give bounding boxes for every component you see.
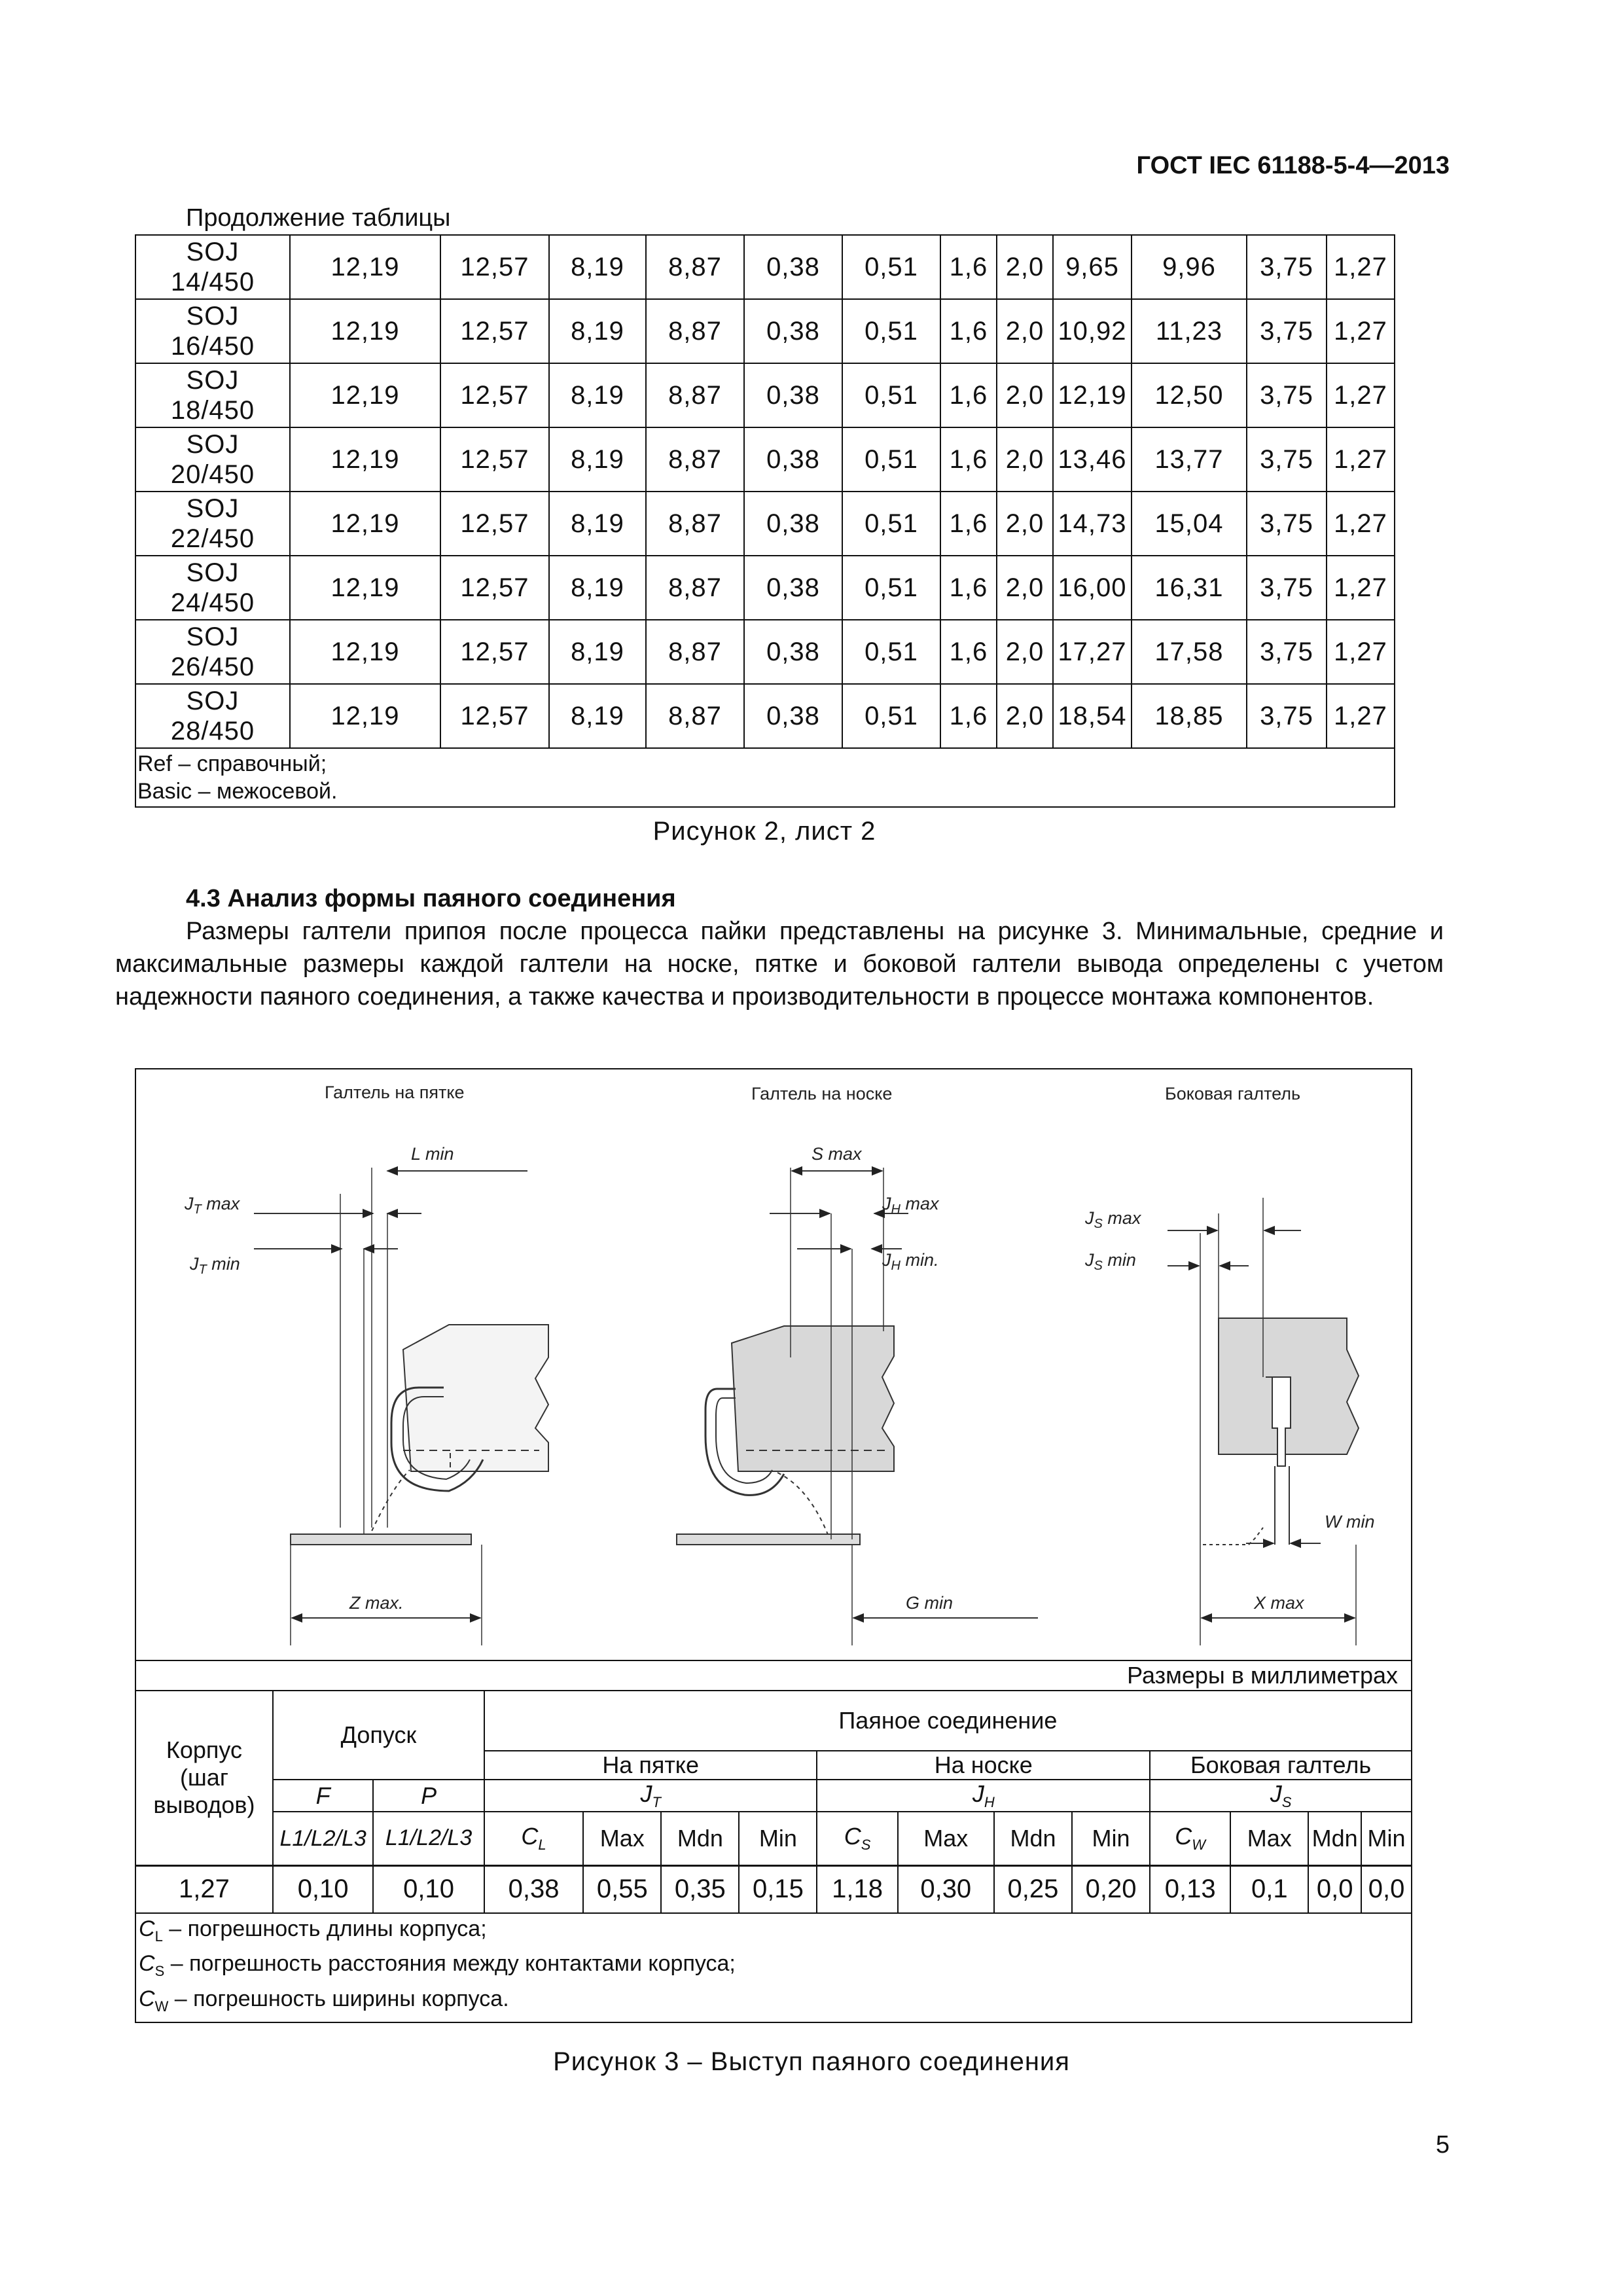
table-cell: 0,25 xyxy=(994,1865,1072,1913)
label-js-min: $J_S$ min xyxy=(1085,1250,1136,1273)
table-cell: 0,38 xyxy=(744,620,842,684)
table-cell: 12,57 xyxy=(440,684,549,748)
table-cell: 2,0 xyxy=(997,299,1053,363)
label-jh-min: $J_H$ min. xyxy=(882,1250,939,1273)
table-cell: 8,19 xyxy=(549,363,646,427)
note-ref: Ref – справочный; xyxy=(137,751,327,776)
table-cell: 12,19 xyxy=(290,620,440,684)
table-cell: 2,0 xyxy=(997,363,1053,427)
table-cell: 18,85 xyxy=(1132,684,1247,748)
figure-2-caption: Рисунок 2, лист 2 xyxy=(652,817,876,846)
table-cell: 2,0 xyxy=(997,427,1053,492)
table-cell: 1,6 xyxy=(940,235,997,299)
package-name-cell: SOJ 28/450 xyxy=(135,684,290,748)
note-basic: Basic – межосевой. xyxy=(137,779,338,804)
solder-joint-table xyxy=(135,1660,1412,2023)
table-cell: 0,51 xyxy=(842,492,940,556)
table-cell: 10,92 xyxy=(1053,299,1132,363)
header-f-sub: L1/L2/L3 xyxy=(273,1812,373,1865)
package-name-cell: SOJ 26/450 xyxy=(135,620,290,684)
page-number: 5 xyxy=(1435,2131,1450,2159)
table-cell: 12,19 xyxy=(1053,363,1132,427)
table-cell: 0,13 xyxy=(1150,1865,1230,1913)
document-header: ГОСТ IEC 61188-5-4—2013 xyxy=(1136,152,1450,179)
table-cell: 8,87 xyxy=(646,620,744,684)
table-cell: 8,87 xyxy=(646,235,744,299)
table-cell: 8,19 xyxy=(549,556,646,620)
label-jh-max: $J_H$ max xyxy=(882,1194,939,1217)
table-cell: 3,75 xyxy=(1247,427,1327,492)
table-cell: 3,75 xyxy=(1247,620,1327,684)
label-jt-min: $J_T$ min xyxy=(190,1254,240,1277)
table-cell: 1,27 xyxy=(1327,427,1395,492)
table-cell: 2,0 xyxy=(997,684,1053,748)
header-p-sub: L1/L2/L3 xyxy=(373,1812,484,1865)
table-continuation-label: Продолжение таблицы xyxy=(186,204,451,232)
table-cell: 0,51 xyxy=(842,235,940,299)
table-cell: 17,58 xyxy=(1132,620,1247,684)
header-tolerance: Допуск xyxy=(273,1691,484,1780)
table-cell: 2,0 xyxy=(997,235,1053,299)
table-cell: 0,35 xyxy=(661,1865,739,1913)
label-jt-max: $J_T$ max xyxy=(185,1194,240,1217)
table-cell: 1,27 xyxy=(1327,363,1395,427)
table-cell: 0,51 xyxy=(842,684,940,748)
table-note xyxy=(135,748,1395,807)
header-heel-mdn: Mdn xyxy=(661,1812,739,1865)
package-dimensions-table xyxy=(135,234,1395,808)
table-cell: 11,23 xyxy=(1132,299,1247,363)
side-fillet-title: Боковая галтель xyxy=(1165,1084,1301,1103)
note-cw: $C_W$ – погрешность ширины корпуса. xyxy=(139,1986,509,2015)
header-toe: На носке xyxy=(817,1751,1150,1780)
table-cell: 14,73 xyxy=(1053,492,1132,556)
table-cell: 1,6 xyxy=(940,492,997,556)
table-cell: 12,50 xyxy=(1132,363,1247,427)
table-cell: 1,6 xyxy=(940,684,997,748)
table-cell: 1,6 xyxy=(940,363,997,427)
package-name-cell: SOJ 24/450 xyxy=(135,556,290,620)
table-cell: 1,27 xyxy=(135,1865,273,1913)
table-cell: 12,19 xyxy=(290,299,440,363)
figure-3-caption: Рисунок 3 – Выступ паяного соединения xyxy=(553,2047,1070,2076)
table-cell: 0,38 xyxy=(744,556,842,620)
label-js-max: $J_S$ max xyxy=(1085,1208,1141,1231)
table-cell: 0,38 xyxy=(744,235,842,299)
header-cl: $C_L$ xyxy=(484,1812,583,1865)
table-cell: 0,1 xyxy=(1230,1865,1308,1913)
header-toe-max: Max xyxy=(898,1812,994,1865)
header-heel-min: Min xyxy=(739,1812,817,1865)
table-cell: 8,87 xyxy=(646,427,744,492)
table-cell: 17,27 xyxy=(1053,620,1132,684)
header-side: Боковая галтель xyxy=(1150,1751,1412,1780)
table-cell: 12,19 xyxy=(290,235,440,299)
table-cell: 12,19 xyxy=(290,363,440,427)
table-row xyxy=(135,1865,1412,1913)
table-cell: 12,57 xyxy=(440,363,549,427)
table-cell: 12,57 xyxy=(440,299,549,363)
table-cell: 8,87 xyxy=(646,299,744,363)
table-cell: 8,87 xyxy=(646,684,744,748)
label-l-min: L min xyxy=(411,1144,454,1164)
note-cs: $C_S$ – погрешность расстояния между контактами корпуса; xyxy=(139,1951,736,1980)
section-paragraph xyxy=(115,915,1444,1013)
table-row xyxy=(135,235,1395,299)
package-name-cell: SOJ 20/450 xyxy=(135,427,290,492)
table-cell: 8,87 xyxy=(646,363,744,427)
table-cell: 0,38 xyxy=(744,299,842,363)
table-cell: 3,75 xyxy=(1247,492,1327,556)
fillet-drawing xyxy=(136,1069,1414,1662)
table-cell: 8,19 xyxy=(549,492,646,556)
table-cell: 0,38 xyxy=(484,1865,583,1913)
table-row xyxy=(135,363,1395,427)
table-cell: 0,38 xyxy=(744,492,842,556)
table-cell: 12,57 xyxy=(440,556,549,620)
toe-fillet-diagram xyxy=(677,1168,1038,1645)
header-jt: $J_T$ xyxy=(484,1780,817,1812)
package-name-cell: SOJ 14/450 xyxy=(135,235,290,299)
header-side-max: Max xyxy=(1230,1812,1308,1865)
table-row xyxy=(135,620,1395,684)
label-g-min: G min xyxy=(906,1593,954,1613)
header-cw: $C_W$ xyxy=(1150,1812,1230,1865)
table-cell: 0,10 xyxy=(373,1865,484,1913)
package-name-cell: SOJ 16/450 xyxy=(135,299,290,363)
header-js: $J_S$ xyxy=(1150,1780,1412,1812)
table-cell: 8,19 xyxy=(549,684,646,748)
table-cell: 3,75 xyxy=(1247,363,1327,427)
table-cell: 0,51 xyxy=(842,556,940,620)
table-cell: 3,75 xyxy=(1247,684,1327,748)
header-cs: $C_S$ xyxy=(817,1812,897,1865)
table-cell: 15,04 xyxy=(1132,492,1247,556)
table-cell: 0,51 xyxy=(842,427,940,492)
table-cell: 0,38 xyxy=(744,427,842,492)
table-cell: 0,15 xyxy=(739,1865,817,1913)
table-cell: 1,27 xyxy=(1327,235,1395,299)
table-cell: 1,6 xyxy=(940,556,997,620)
label-z-max: Z max. xyxy=(349,1593,404,1613)
table-row xyxy=(135,492,1395,556)
table-cell: 1,27 xyxy=(1327,556,1395,620)
header-heel: На пятке xyxy=(484,1751,817,1780)
table-cell: 13,46 xyxy=(1053,427,1132,492)
table-cell: 12,19 xyxy=(290,684,440,748)
table-cell: 8,19 xyxy=(549,299,646,363)
paragraph-text: Размеры галтели припоя после процесса пайки представлены на рисунке 3. Минимальные, средние и максимальные размеры каждой галтели на носке, пятке и боковой галтели вывода определены с учетом надежности паяного соединения, а также качества и производительности в процессе монтажа компонентов. xyxy=(115,918,1444,1011)
header-body: Корпус (шаг выводов) xyxy=(135,1691,273,1865)
table-cell: 12,57 xyxy=(440,620,549,684)
label-w-min: W min xyxy=(1325,1512,1375,1532)
table-cell: 0,51 xyxy=(842,299,940,363)
solder-fillet-figure xyxy=(135,1068,1412,1661)
header-toe-mdn: Mdn xyxy=(994,1812,1072,1865)
table-cell: 8,19 xyxy=(549,620,646,684)
table-cell: 0,0 xyxy=(1361,1865,1412,1913)
table-cell: 0,30 xyxy=(898,1865,994,1913)
table-row xyxy=(135,556,1395,620)
table-cell: 0,55 xyxy=(583,1865,661,1913)
table-cell: 16,31 xyxy=(1132,556,1247,620)
table-cell: 12,19 xyxy=(290,492,440,556)
table-cell: 8,87 xyxy=(646,492,744,556)
side-fillet-diagram xyxy=(1168,1198,1359,1645)
table-cell: 0,10 xyxy=(273,1865,373,1913)
table-cell: 2,0 xyxy=(997,492,1053,556)
table-cell: 18,54 xyxy=(1053,684,1132,748)
section-heading: 4.3 Анализ формы паяного соединения xyxy=(186,885,676,912)
table-cell: 12,19 xyxy=(290,556,440,620)
table-cell: 1,27 xyxy=(1327,492,1395,556)
table-cell: 8,19 xyxy=(549,427,646,492)
table-cell: 3,75 xyxy=(1247,299,1327,363)
units-note: Размеры в миллиметрах xyxy=(135,1660,1412,1691)
table-cell: 3,75 xyxy=(1247,235,1327,299)
table-cell: 0,51 xyxy=(842,620,940,684)
table-cell: 16,00 xyxy=(1053,556,1132,620)
package-name-cell: SOJ 18/450 xyxy=(135,363,290,427)
table-cell: 0,0 xyxy=(1308,1865,1361,1913)
table-row xyxy=(135,299,1395,363)
table-cell: 1,27 xyxy=(1327,620,1395,684)
table-cell: 1,6 xyxy=(940,620,997,684)
table-cell: 12,57 xyxy=(440,492,549,556)
table-cell: 2,0 xyxy=(997,556,1053,620)
heel-fillet-diagram xyxy=(254,1168,548,1645)
label-s-max: S max xyxy=(812,1144,862,1164)
table-cell: 1,6 xyxy=(940,299,997,363)
table-cell: 8,87 xyxy=(646,556,744,620)
table-cell: 9,65 xyxy=(1053,235,1132,299)
table-cell: 9,96 xyxy=(1132,235,1247,299)
table-cell: 12,57 xyxy=(440,235,549,299)
package-name-cell: SOJ 22/450 xyxy=(135,492,290,556)
header-heel-max: Max xyxy=(583,1812,661,1865)
table-cell: 0,51 xyxy=(842,363,940,427)
header-toe-min: Min xyxy=(1072,1812,1150,1865)
table-cell: 1,27 xyxy=(1327,299,1395,363)
table-cell: 12,57 xyxy=(440,427,549,492)
table-cell: 0,38 xyxy=(744,363,842,427)
table-cell: 2,0 xyxy=(997,620,1053,684)
table-row xyxy=(135,427,1395,492)
header-side-mdn: Mdn xyxy=(1308,1812,1361,1865)
table-row xyxy=(135,684,1395,748)
header-side-min: Min xyxy=(1361,1812,1412,1865)
table-cell: 1,27 xyxy=(1327,684,1395,748)
table-cell: 1,18 xyxy=(817,1865,897,1913)
header-f: F xyxy=(273,1780,373,1812)
header-p: P xyxy=(373,1780,484,1812)
header-jh: $J_H$ xyxy=(817,1780,1150,1812)
table-cell: 0,38 xyxy=(744,684,842,748)
note-cl: $C_L$ – погрешность длины корпуса; xyxy=(139,1916,487,1945)
table-cell: 13,77 xyxy=(1132,427,1247,492)
table-cell: 1,6 xyxy=(940,427,997,492)
table-cell: 0,20 xyxy=(1072,1865,1150,1913)
table-cell: 12,19 xyxy=(290,427,440,492)
header-solder-joint: Паяное соединение xyxy=(484,1691,1412,1751)
toe-fillet-title: Галтель на носке xyxy=(751,1084,893,1103)
heel-fillet-title: Галтель на пятке xyxy=(325,1083,465,1102)
table-3-notes xyxy=(135,1913,1412,2022)
table-cell: 3,75 xyxy=(1247,556,1327,620)
table-cell: 8,19 xyxy=(549,235,646,299)
label-x-max: X max xyxy=(1254,1593,1304,1613)
